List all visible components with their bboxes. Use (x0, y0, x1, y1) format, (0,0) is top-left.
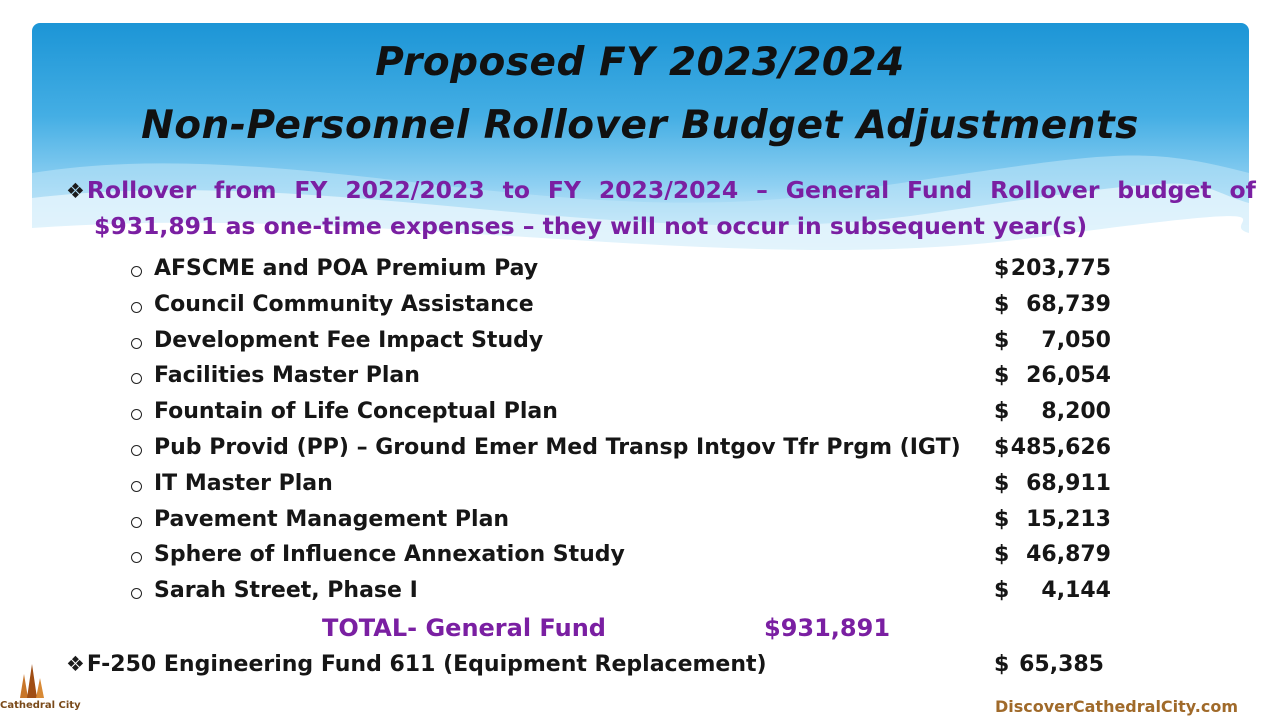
diamond-bullet-icon: ❖ (66, 652, 85, 676)
hollow-circle-bullet-icon (131, 266, 142, 277)
main-bullet (66, 173, 1256, 244)
title-line-2: Non-Personnel Rollover Budget Adjustments (141, 103, 1139, 148)
item-label: Fountain of Life Conceptual Plan (154, 399, 558, 425)
list-item (131, 542, 1121, 574)
hollow-circle-bullet-icon (131, 409, 142, 420)
main-bullet-line-2: $931,891 as one-time expenses – they will not occur in subsequent year(s) (94, 212, 1088, 240)
main-bullet-word: of (1229, 176, 1256, 204)
footer-url: DiscoverCathedralCity.com (994, 697, 1238, 716)
item-label: Pub Provid (PP) – Ground Emer Med Transp Intgov Tfr Prgm (IGT) (154, 435, 961, 460)
item-label: Facilities Master Plan (154, 363, 420, 389)
hollow-circle-bullet-icon (131, 302, 142, 313)
total-amount: $931,891 (764, 614, 891, 642)
item-currency: $ (994, 506, 1010, 532)
item-amount: 68,911 (1026, 470, 1111, 496)
total-label: TOTAL- General Fund (322, 614, 606, 642)
item-amount: 15,213 (1026, 506, 1111, 532)
hollow-circle-bullet-icon (131, 481, 142, 492)
main-bullet-word: Rollover (990, 176, 1100, 204)
item-amount: 4,144 (1041, 578, 1111, 604)
hollow-circle-bullet-icon (131, 373, 142, 384)
hollow-circle-bullet-icon (131, 588, 142, 599)
item-label: AFSCME and POA Premium Pay (154, 256, 539, 281)
item-currency: $ (994, 291, 1010, 317)
item-currency: $ (994, 542, 1010, 568)
item-currency: $ (994, 327, 1010, 353)
item-amount: 46,879 (1026, 542, 1111, 568)
list-item (131, 328, 1121, 360)
item-label: IT Master Plan (154, 470, 333, 496)
hollow-circle-bullet-icon (131, 517, 142, 528)
main-bullet-line-1 (66, 173, 1256, 209)
list-item (131, 256, 1121, 288)
list-item (131, 435, 1121, 467)
main-bullet-word: Rollover (86, 176, 197, 204)
item-amount: 485,626 (1010, 435, 1111, 460)
logo-text: Cathedral City (0, 700, 81, 711)
list-item (131, 292, 1121, 324)
list-item (131, 578, 1121, 610)
main-bullet-word: 2023/2024 (598, 176, 739, 204)
list-item (131, 363, 1121, 395)
list-item (131, 507, 1121, 539)
hollow-circle-bullet-icon (131, 338, 142, 349)
item-amount: 26,054 (1026, 363, 1111, 389)
hollow-circle-bullet-icon (131, 552, 142, 563)
main-bullet-word: to (502, 176, 530, 204)
f250-text: F-250 Engineering Fund 611 (Equipment Replacement) (86, 652, 767, 677)
item-currency: $ (994, 578, 1010, 604)
f250-label (66, 652, 767, 677)
item-currency: $ (994, 399, 1010, 425)
list-item (131, 471, 1121, 503)
item-amount: 203,775 (1010, 256, 1111, 281)
main-bullet-word: FY (547, 176, 581, 204)
main-bullet-word: budget (1117, 176, 1212, 204)
item-currency: $ (994, 435, 1010, 460)
item-amount: 68,739 (1026, 291, 1111, 317)
item-currency: $ (994, 363, 1010, 389)
main-bullet-word: 2022/2023 (345, 176, 485, 204)
main-bullet-first-word (66, 173, 196, 209)
title-line-1: Proposed FY 2023/2024 (375, 40, 905, 85)
hollow-circle-bullet-icon (131, 445, 142, 456)
main-bullet-word: FY (294, 176, 328, 204)
f250-bullet (66, 652, 1126, 686)
main-bullet-word: from (214, 176, 277, 204)
item-label: Council Community Assistance (154, 291, 534, 317)
main-bullet-word: – (756, 176, 768, 204)
item-label: Sphere of Influence Annexation Study (154, 542, 625, 568)
main-bullet-word: General (785, 176, 890, 204)
main-bullet-word: Fund (907, 176, 973, 204)
f250-amount: 65,385 (1019, 652, 1104, 677)
diamond-bullet-icon: ❖ (66, 179, 85, 203)
item-amount: 7,050 (1041, 327, 1111, 353)
item-label: Sarah Street, Phase I (154, 578, 418, 604)
item-currency: $ (994, 470, 1010, 496)
item-label: Development Fee Impact Study (154, 327, 544, 353)
item-label: Pavement Management Plan (154, 506, 510, 532)
item-amount: 8,200 (1041, 399, 1111, 425)
item-currency: $ (994, 256, 1010, 281)
f250-currency: $ (994, 652, 1010, 677)
list-item (131, 399, 1121, 431)
